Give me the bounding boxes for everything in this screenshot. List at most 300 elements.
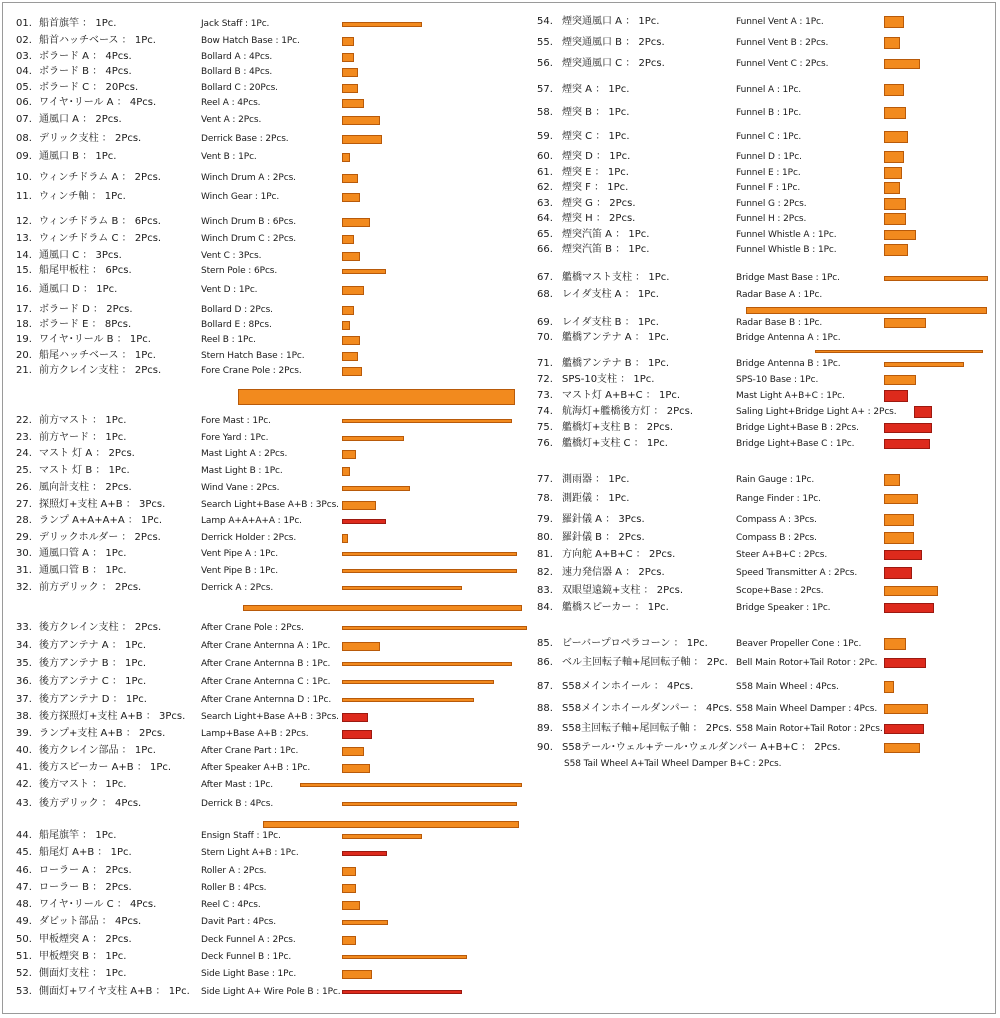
item-80-part-icon bbox=[884, 532, 914, 544]
item-45-name-jp: 船尾灯 A+B ： 1Pc. bbox=[39, 847, 132, 858]
item-34-name-jp: 後方アンテナ A ： 1Pc. bbox=[39, 640, 147, 651]
item-58-name-en: Funnel B : 1Pc. bbox=[736, 108, 802, 118]
item-45-number: 45. bbox=[16, 847, 32, 858]
item-67-name-jp: 艦橋マスト支柱 ： 1Pc. bbox=[562, 272, 670, 283]
item-16-part-icon bbox=[342, 286, 364, 295]
item-88-part-icon bbox=[884, 704, 928, 714]
item-79-part-icon bbox=[884, 514, 914, 526]
item-60-name-jp: 煙突 D ： 1Pc. bbox=[562, 151, 631, 162]
item-17-name-en: Bollard D : 2Pcs. bbox=[201, 305, 273, 315]
item-33-name-jp: 後方クレイン支柱 ： 2Pcs. bbox=[39, 622, 162, 633]
item-62-name-en: Funnel F : 1Pc. bbox=[736, 183, 801, 193]
item-03-number: 03. bbox=[16, 51, 32, 62]
item-89-part-icon bbox=[884, 724, 924, 734]
item-22-name-jp: 前方マスト ： 1Pc. bbox=[39, 415, 127, 426]
item-14-part-icon bbox=[342, 252, 360, 261]
item-63-part-icon bbox=[884, 198, 906, 210]
item-13-name-jp: ウィンチドラム C ： 2Pcs. bbox=[39, 233, 162, 244]
item-30-number: 30. bbox=[16, 548, 32, 559]
item-06-name-jp: ワイヤ･リール A ： 4Pcs. bbox=[39, 97, 157, 108]
item-32-number: 32. bbox=[16, 582, 32, 593]
item-53-name-en: Side Light A+ Wire Pole B : 1Pc. bbox=[201, 987, 341, 997]
item-27-name-en: Search Light+Base A+B : 3Pcs. bbox=[201, 500, 339, 510]
item-75-number: 75. bbox=[537, 422, 553, 433]
item-48-name-jp: ワイヤ･リール C ： 4Pcs. bbox=[39, 899, 157, 910]
item-48-number: 48. bbox=[16, 899, 32, 910]
item-56-number: 56. bbox=[537, 58, 553, 69]
item-21-name-en: Fore Crane Pole : 2Pcs. bbox=[201, 366, 302, 376]
item-56-part-icon bbox=[884, 59, 920, 69]
item-59-name-en: Funnel C : 1Pc. bbox=[736, 132, 802, 142]
item-15-name-jp: 船尾甲板柱 ： 6Pcs. bbox=[39, 265, 132, 276]
item-83-name-jp: 双眼望遠鏡+支柱 ： 2Pcs. bbox=[562, 585, 684, 596]
item-84-number: 84. bbox=[537, 602, 553, 613]
item-13-part-icon bbox=[342, 235, 354, 244]
item-04-name-en: Bollard B : 4Pcs. bbox=[201, 67, 273, 77]
item-68-name-en: Radar Base A : 1Pc. bbox=[736, 290, 823, 300]
item-43-number: 43. bbox=[16, 798, 32, 809]
item-11-name-jp: ウィンチ軸 ： 1Pc. bbox=[39, 191, 126, 202]
item-46-part-icon bbox=[342, 867, 356, 876]
item-62-part-icon bbox=[884, 182, 900, 194]
item-54-name-jp: 煙突通風口 A ： 1Pc. bbox=[562, 16, 660, 27]
radar-base-a-drawing bbox=[746, 307, 987, 314]
item-18-name-jp: ボラード E ： 8Pcs. bbox=[39, 319, 132, 330]
item-81-name-en: Steer A+B+C : 2Pcs. bbox=[736, 550, 828, 560]
item-40-part-icon bbox=[342, 747, 364, 756]
item-69-part-icon bbox=[884, 318, 926, 328]
item-06-number: 06. bbox=[16, 97, 32, 108]
item-40-name-jp: 後方クレイン部品 ： 1Pc. bbox=[39, 745, 156, 756]
item-22-number: 22. bbox=[16, 415, 32, 426]
item-84-name-jp: 艦橋スピーカー ： 1Pc. bbox=[562, 602, 669, 613]
item-65-name-en: Funnel Whistle A : 1Pc. bbox=[736, 230, 837, 240]
item-66-name-jp: 煙突汽笛 B ： 1Pc. bbox=[562, 244, 650, 255]
item-66-name-en: Funnel Whistle B : 1Pc. bbox=[736, 245, 837, 255]
item-18-name-en: Bollard E : 8Pcs. bbox=[201, 320, 272, 330]
item-28-part-icon bbox=[342, 519, 386, 524]
item-07-name-jp: 通風口 A ： 2Pcs. bbox=[39, 114, 122, 125]
item-23-number: 23. bbox=[16, 432, 32, 443]
item-88-name-jp: S58メインホイールダンパー ： 4Pcs. bbox=[562, 703, 733, 714]
item-20-name-en: Stern Hatch Base : 1Pc. bbox=[201, 351, 305, 361]
item-48-name-en: Reel C : 4Pcs. bbox=[201, 900, 261, 910]
item-02-part-icon bbox=[342, 37, 354, 46]
item-76-part-icon bbox=[884, 439, 930, 449]
item-49-name-jp: ダビット部品 ： 4Pcs. bbox=[39, 916, 142, 927]
item-42-number: 42. bbox=[16, 779, 32, 790]
item-45-name-en: Stern Light A+B : 1Pc. bbox=[201, 848, 299, 858]
item-59-number: 59. bbox=[537, 131, 553, 142]
item-74-number: 74. bbox=[537, 406, 553, 417]
item-28-name-en: Lamp A+A+A+A : 1Pc. bbox=[201, 516, 302, 526]
item-31-part-icon bbox=[342, 569, 517, 573]
derrick-a-drawing bbox=[243, 605, 522, 611]
item-16-name-jp: 通風口 D ： 1Pc. bbox=[39, 284, 118, 295]
item-52-name-jp: 側面灯支柱 ： 1Pc. bbox=[39, 968, 127, 979]
item-04-part-icon bbox=[342, 68, 358, 77]
item-10-name-en: Winch Drum A : 2Pcs. bbox=[201, 173, 296, 183]
item-24-name-jp: マスト 灯 A ： 2Pcs. bbox=[39, 448, 135, 459]
item-51-name-en: Deck Funnel B : 1Pc. bbox=[201, 952, 292, 962]
item-18-part-icon bbox=[342, 321, 350, 330]
item-41-part-icon bbox=[342, 764, 370, 773]
item-50-name-en: Deck Funnel A : 2Pcs. bbox=[201, 935, 296, 945]
item-65-number: 65. bbox=[537, 229, 553, 240]
item-25-name-jp: マスト 灯 B ： 1Pc. bbox=[39, 465, 130, 476]
item-42-name-jp: 後方マスト ： 1Pc. bbox=[39, 779, 127, 790]
item-52-part-icon bbox=[342, 970, 372, 979]
item-25-name-en: Mast Light B : 1Pc. bbox=[201, 466, 283, 476]
item-78-part-icon bbox=[884, 494, 918, 504]
item-50-name-jp: 甲板煙突 A ： 2Pcs. bbox=[39, 934, 132, 945]
item-28-number: 28. bbox=[16, 515, 32, 526]
item-09-part-icon bbox=[342, 153, 350, 162]
item-62-name-jp: 煙突 F ： 1Pc. bbox=[562, 182, 629, 193]
item-64-part-icon bbox=[884, 213, 906, 225]
item-24-number: 24. bbox=[16, 448, 32, 459]
item-16-name-en: Vent D : 1Pc. bbox=[201, 285, 258, 295]
item-77-name-jp: 測雨器 ： 1Pc. bbox=[562, 474, 630, 485]
item-16-number: 16. bbox=[16, 284, 32, 295]
item-39-number: 39. bbox=[16, 728, 32, 739]
item-60-name-en: Funnel D : 1Pc. bbox=[736, 152, 802, 162]
item-17-name-jp: ボラード D ： 2Pcs. bbox=[39, 304, 133, 315]
item-21-part-icon bbox=[342, 367, 362, 376]
item-58-name-jp: 煙突 B ： 1Pc. bbox=[562, 107, 630, 118]
item-81-part-icon bbox=[884, 550, 922, 560]
item-63-number: 63. bbox=[537, 198, 553, 209]
item-57-name-en: Funnel A : 1Pc. bbox=[736, 85, 802, 95]
item-71-name-en: Bridge Antenna B : 1Pc. bbox=[736, 359, 841, 369]
item-80-name-en: Compass B : 2Pcs. bbox=[736, 533, 817, 543]
item-11-name-en: Winch Gear : 1Pc. bbox=[201, 192, 280, 202]
item-90-name-en: S58 Tail Wheel A+Tail Wheel Damper B+C : 2Pcs. bbox=[564, 759, 782, 769]
item-53-number: 53. bbox=[16, 986, 32, 997]
item-36-number: 36. bbox=[16, 676, 32, 687]
item-43-name-en: Derrick B : 4Pcs. bbox=[201, 799, 274, 809]
item-75-name-jp: 艦橋灯+支柱 B ： 2Pcs. bbox=[562, 422, 674, 433]
item-09-name-jp: 通風口 B ： 1Pc. bbox=[39, 151, 117, 162]
item-08-name-en: Derrick Base : 2Pcs. bbox=[201, 134, 289, 144]
item-05-number: 05. bbox=[16, 82, 32, 93]
item-05-name-en: Bollard C : 20Pcs. bbox=[201, 83, 278, 93]
item-79-name-en: Compass A : 3Pcs. bbox=[736, 515, 817, 525]
item-36-part-icon bbox=[342, 680, 494, 684]
item-19-name-jp: ワイヤ･リール B ： 1Pc. bbox=[39, 334, 151, 345]
item-44-part-icon bbox=[342, 834, 422, 839]
item-47-name-jp: ローラー B ： 2Pcs. bbox=[39, 882, 132, 893]
item-58-part-icon bbox=[884, 107, 906, 119]
item-35-name-en: After Crane Anternna B : 1Pc. bbox=[201, 659, 331, 669]
item-75-part-icon bbox=[884, 423, 932, 433]
item-31-name-en: Vent Pipe B : 1Pc. bbox=[201, 566, 279, 576]
item-27-part-icon bbox=[342, 501, 376, 510]
item-54-part-icon bbox=[884, 16, 904, 28]
item-37-name-en: After Crane Anternna D : 1Pc. bbox=[201, 695, 332, 705]
item-39-name-en: Lamp+Base A+B : 2Pcs. bbox=[201, 729, 309, 739]
item-56-name-en: Funnel Vent C : 2Pcs. bbox=[736, 59, 829, 69]
item-41-number: 41. bbox=[16, 762, 32, 773]
item-33-part-icon bbox=[342, 626, 527, 630]
item-83-number: 83. bbox=[537, 585, 553, 596]
item-08-part-icon bbox=[342, 135, 382, 144]
item-70-number: 70. bbox=[537, 332, 553, 343]
item-60-part-icon bbox=[884, 151, 904, 163]
item-54-number: 54. bbox=[537, 16, 553, 27]
item-20-name-jp: 船尾ハッチベース ： 1Pc. bbox=[39, 350, 156, 361]
item-47-name-en: Roller B : 4Pcs. bbox=[201, 883, 267, 893]
item-22-part-icon bbox=[342, 419, 512, 423]
item-78-name-jp: 測距儀 ： 1Pc. bbox=[562, 493, 630, 504]
item-86-name-en: Bell Main Rotor+Tail Rotor : 2Pc. bbox=[736, 658, 878, 668]
item-39-name-jp: ランプ+支柱 A+B ： 2Pcs. bbox=[39, 728, 166, 739]
item-48-part-icon bbox=[342, 901, 360, 910]
item-66-part-icon bbox=[884, 244, 908, 256]
fore-crane-pole-drawing bbox=[238, 389, 515, 405]
item-64-number: 64. bbox=[537, 213, 553, 224]
item-34-name-en: After Crane Anternna A : 1Pc. bbox=[201, 641, 331, 651]
item-45-part-icon bbox=[342, 851, 387, 856]
item-19-part-icon bbox=[342, 336, 360, 345]
item-02-number: 02. bbox=[16, 35, 32, 46]
item-51-part-icon bbox=[342, 955, 467, 959]
item-71-number: 71. bbox=[537, 358, 553, 369]
item-13-name-en: Winch Drum C : 2Pcs. bbox=[201, 234, 297, 244]
item-31-name-jp: 通風口管 B ： 1Pc. bbox=[39, 565, 127, 576]
item-49-name-en: Davit Part : 4Pcs. bbox=[201, 917, 277, 927]
item-63-name-jp: 煙突 G ： 2Pcs. bbox=[562, 198, 636, 209]
item-55-name-en: Funnel Vent B : 2Pcs. bbox=[736, 38, 829, 48]
item-10-name-jp: ウィンチドラム A ： 2Pcs. bbox=[39, 172, 161, 183]
item-46-number: 46. bbox=[16, 865, 32, 876]
item-23-name-en: Fore Yard : 1Pc. bbox=[201, 433, 269, 443]
item-86-part-icon bbox=[884, 658, 926, 668]
item-53-name-jp: 側面灯+ワイヤ支柱 A+B ： 1Pc. bbox=[39, 986, 190, 997]
item-62-number: 62. bbox=[537, 182, 553, 193]
item-67-name-en: Bridge Mast Base : 1Pc. bbox=[736, 273, 840, 283]
item-90-number: 90. bbox=[537, 742, 553, 753]
item-24-name-en: Mast Light A : 2Pcs. bbox=[201, 449, 288, 459]
item-56-name-jp: 煙突通風口 C ： 2Pcs. bbox=[562, 58, 665, 69]
item-22-name-en: Fore Mast : 1Pc. bbox=[201, 416, 271, 426]
item-12-number: 12. bbox=[16, 216, 32, 227]
item-73-part-icon bbox=[884, 390, 908, 402]
item-59-part-icon bbox=[884, 131, 908, 143]
item-03-part-icon bbox=[342, 53, 354, 62]
item-49-part-icon bbox=[342, 920, 388, 925]
item-69-name-en: Radar Base B : 1Pc. bbox=[736, 318, 823, 328]
item-82-number: 82. bbox=[537, 567, 553, 578]
item-71-part-icon bbox=[884, 362, 964, 367]
item-37-part-icon bbox=[342, 698, 474, 702]
item-89-name-en: S58 Main Rotor+Tail Rotor : 2Pcs. bbox=[736, 724, 883, 734]
item-38-number: 38. bbox=[16, 711, 32, 722]
item-25-number: 25. bbox=[16, 465, 32, 476]
item-14-name-en: Vent C : 3Pcs. bbox=[201, 251, 262, 261]
item-75-name-en: Bridge Light+Base B : 2Pcs. bbox=[736, 423, 859, 433]
item-44-name-en: Ensign Staff : 1Pc. bbox=[201, 831, 281, 841]
item-72-number: 72. bbox=[537, 374, 553, 385]
item-21-name-jp: 前方クレイン支柱 ： 2Pcs. bbox=[39, 365, 162, 376]
item-30-name-jp: 通風口管 A ： 1Pc. bbox=[39, 548, 127, 559]
item-32-name-en: Derrick A : 2Pcs. bbox=[201, 583, 274, 593]
item-04-number: 04. bbox=[16, 66, 32, 77]
item-77-name-en: Rain Gauge : 1Pc. bbox=[736, 475, 815, 485]
item-70-name-en: Bridge Antenna A : 1Pc. bbox=[736, 333, 841, 343]
item-84-part-icon bbox=[884, 603, 934, 613]
item-10-part-icon bbox=[342, 174, 358, 183]
item-50-number: 50. bbox=[16, 934, 32, 945]
item-71-name-jp: 艦橋アンテナ B ： 1Pc. bbox=[562, 358, 670, 369]
item-09-number: 09. bbox=[16, 151, 32, 162]
item-01-name-en: Jack Staff : 1Pc. bbox=[201, 19, 270, 29]
item-38-name-en: Search Light+Base A+B : 3Pcs. bbox=[201, 712, 339, 722]
item-69-number: 69. bbox=[537, 317, 553, 328]
item-47-number: 47. bbox=[16, 882, 32, 893]
item-13-number: 13. bbox=[16, 233, 32, 244]
item-55-number: 55. bbox=[537, 37, 553, 48]
item-17-part-icon bbox=[342, 306, 354, 315]
item-12-name-en: Winch Drum B : 6Pcs. bbox=[201, 217, 296, 227]
item-72-part-icon bbox=[884, 375, 916, 385]
item-28-name-jp: ランプ A+A+A+A ： 1Pc. bbox=[39, 515, 163, 526]
item-31-number: 31. bbox=[16, 565, 32, 576]
item-82-name-en: Speed Transmitter A : 2Pcs. bbox=[736, 568, 858, 578]
item-86-number: 86. bbox=[537, 657, 553, 668]
item-24-part-icon bbox=[342, 450, 356, 459]
item-64-name-en: Funnel H : 2Pcs. bbox=[736, 214, 807, 224]
item-55-part-icon bbox=[884, 37, 900, 49]
item-23-part-icon bbox=[342, 436, 404, 441]
item-87-part-icon bbox=[884, 681, 894, 693]
item-07-number: 07. bbox=[16, 114, 32, 125]
item-20-part-icon bbox=[342, 352, 358, 361]
item-88-number: 88. bbox=[537, 703, 553, 714]
item-41-name-en: After Speaker A+B : 1Pc. bbox=[201, 763, 311, 773]
item-11-part-icon bbox=[342, 193, 360, 202]
item-17-number: 17. bbox=[16, 304, 32, 315]
item-15-number: 15. bbox=[16, 265, 32, 276]
item-78-number: 78. bbox=[537, 493, 553, 504]
item-73-name-en: Mast Light A+B+C : 1Pc. bbox=[736, 391, 845, 401]
item-06-name-en: Reel A : 4Pcs. bbox=[201, 98, 261, 108]
item-83-name-en: Scope+Base : 2Pcs. bbox=[736, 586, 824, 596]
item-14-name-jp: 通風口 C ： 3Pcs. bbox=[39, 250, 122, 261]
item-51-number: 51. bbox=[16, 951, 32, 962]
item-67-number: 67. bbox=[537, 272, 553, 283]
item-65-name-jp: 煙突汽笛 A ： 1Pc. bbox=[562, 229, 650, 240]
item-87-name-en: S58 Main Wheel : 4Pcs. bbox=[736, 682, 839, 692]
item-78-name-en: Range Finder : 1Pc. bbox=[736, 494, 821, 504]
item-83-part-icon bbox=[884, 586, 938, 596]
item-05-name-jp: ボラード C ： 20Pcs. bbox=[39, 82, 139, 93]
item-85-number: 85. bbox=[537, 638, 553, 649]
item-34-part-icon bbox=[342, 642, 380, 651]
item-35-part-icon bbox=[342, 662, 512, 666]
item-88-name-en: S58 Main Wheel Damper : 4Pcs. bbox=[736, 704, 878, 714]
item-84-name-en: Bridge Speaker : 1Pc. bbox=[736, 603, 831, 613]
item-35-number: 35. bbox=[16, 658, 32, 669]
item-11-number: 11. bbox=[16, 191, 32, 202]
item-49-number: 49. bbox=[16, 916, 32, 927]
item-29-part-icon bbox=[342, 534, 348, 543]
item-33-number: 33. bbox=[16, 622, 32, 633]
item-65-part-icon bbox=[884, 230, 916, 240]
item-27-number: 27. bbox=[16, 499, 32, 510]
item-21-number: 21. bbox=[16, 365, 32, 376]
item-36-name-en: After Crane Anternna C : 1Pc. bbox=[201, 677, 331, 687]
item-79-name-jp: 羅針儀 A ： 3Pcs. bbox=[562, 514, 645, 525]
item-39-part-icon bbox=[342, 730, 372, 739]
item-08-name-jp: デリック支柱 ： 2Pcs. bbox=[39, 133, 142, 144]
item-43-part-icon bbox=[342, 802, 517, 806]
item-18-number: 18. bbox=[16, 319, 32, 330]
item-46-name-en: Roller A : 2Pcs. bbox=[201, 866, 267, 876]
item-54-name-en: Funnel Vent A : 1Pc. bbox=[736, 17, 824, 27]
item-01-part-icon bbox=[342, 22, 422, 27]
item-89-name-jp: S58主回転子軸+尾回転子軸 ： 2Pcs. bbox=[562, 723, 733, 734]
item-44-number: 44. bbox=[16, 830, 32, 841]
item-30-name-en: Vent Pipe A : 1Pc. bbox=[201, 549, 279, 559]
item-44-name-jp: 船尾旗竿 ： 1Pc. bbox=[39, 830, 117, 841]
item-76-name-en: Bridge Light+Base C : 1Pc. bbox=[736, 439, 855, 449]
item-38-name-jp: 後方探照灯+支柱 A+B ： 3Pcs. bbox=[39, 711, 186, 722]
item-76-number: 76. bbox=[537, 438, 553, 449]
item-57-part-icon bbox=[884, 84, 904, 96]
item-80-name-jp: 羅針儀 B ： 2Pcs. bbox=[562, 532, 645, 543]
item-29-name-en: Derrick Holder : 2Pcs. bbox=[201, 533, 297, 543]
item-09-name-en: Vent B : 1Pc. bbox=[201, 152, 257, 162]
item-19-number: 19. bbox=[16, 334, 32, 345]
item-40-number: 40. bbox=[16, 745, 32, 756]
item-19-name-en: Reel B : 1Pc. bbox=[201, 335, 256, 345]
item-05-part-icon bbox=[342, 84, 358, 93]
item-61-number: 61. bbox=[537, 167, 553, 178]
item-90-name-jp: S58テール･ウェル+テール･ウェルダンパー A+B+C ： 2Pcs. bbox=[562, 742, 841, 753]
item-86-name-jp: ベル主回転子軸+尾回転子軸 ： 2Pc. bbox=[562, 657, 728, 668]
item-74-name-jp: 航海灯+艦橋後方灯 ： 2Pcs. bbox=[562, 406, 694, 417]
item-23-name-jp: 前方ヤード ： 1Pc. bbox=[39, 432, 127, 443]
item-61-name-en: Funnel E : 1Pc. bbox=[736, 168, 801, 178]
item-72-name-jp: SPS-10支柱 ： 1Pc. bbox=[562, 374, 655, 385]
item-02-name-en: Bow Hatch Base : 1Pc. bbox=[201, 36, 300, 46]
item-26-number: 26. bbox=[16, 482, 32, 493]
item-30-part-icon bbox=[342, 552, 517, 556]
item-10-number: 10. bbox=[16, 172, 32, 183]
item-42-part-icon bbox=[300, 783, 522, 787]
item-73-name-jp: マスト灯 A+B+C ： 1Pc. bbox=[562, 390, 681, 401]
item-14-number: 14. bbox=[16, 250, 32, 261]
item-85-part-icon bbox=[884, 638, 906, 650]
item-73-number: 73. bbox=[537, 390, 553, 401]
item-03-name-jp: ボラード A ： 4Pcs. bbox=[39, 51, 132, 62]
item-80-number: 80. bbox=[537, 532, 553, 543]
item-67-part-icon bbox=[884, 276, 988, 281]
item-26-name-jp: 風向計支柱 ： 2Pcs. bbox=[39, 482, 132, 493]
item-89-number: 89. bbox=[537, 723, 553, 734]
item-52-number: 52. bbox=[16, 968, 32, 979]
item-58-number: 58. bbox=[537, 107, 553, 118]
item-60-number: 60. bbox=[537, 151, 553, 162]
item-03-name-en: Bollard A : 4Pcs. bbox=[201, 52, 273, 62]
bridge-antenna-a-drawing bbox=[815, 350, 983, 353]
item-43-name-jp: 後方デリック ： 4Pcs. bbox=[39, 798, 142, 809]
item-77-number: 77. bbox=[537, 474, 553, 485]
item-42-name-en: After Mast : 1Pc. bbox=[201, 780, 273, 790]
item-37-number: 37. bbox=[16, 694, 32, 705]
item-79-number: 79. bbox=[537, 514, 553, 525]
